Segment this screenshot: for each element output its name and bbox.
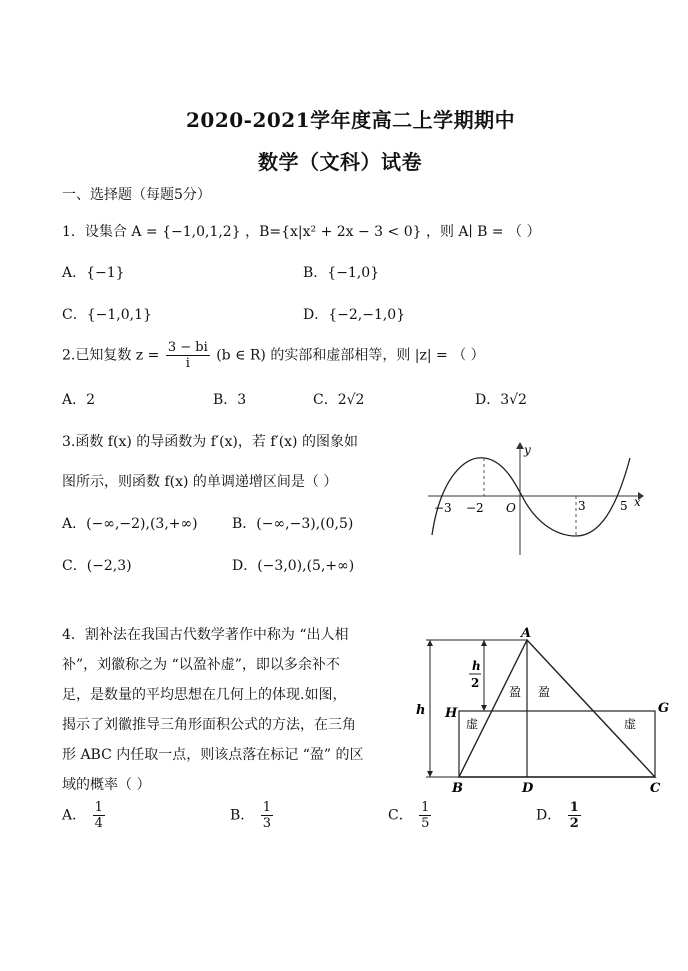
question-4-option-b-label: B． <box>230 807 255 824</box>
question-4-option-c-label: C． <box>388 807 413 824</box>
question-4-option-a-label: A． <box>62 807 87 824</box>
question-4-option-a-fraction <box>93 800 105 831</box>
question-4-option-c <box>388 800 433 831</box>
question-4-option-d-fraction <box>568 800 581 831</box>
page-title: 2020-2021学年度高二上学期期中 <box>186 108 516 132</box>
figure-label-half-h-den: 2 <box>471 676 480 690</box>
question-2-fraction <box>166 340 210 371</box>
fraction-denominator: 4 <box>94 816 103 831</box>
figure-label-half-h-num: h <box>472 659 481 673</box>
question-2-stem <box>62 340 485 371</box>
question-3-option-d: D．(−3,0),(5,+∞) <box>232 558 355 574</box>
derivative-graph <box>424 440 644 558</box>
figure-label-b: B <box>452 781 463 796</box>
question-4-option-a <box>62 800 107 831</box>
fraction-numerator: 1 <box>94 800 103 815</box>
fraction-denominator: 3 <box>262 816 272 831</box>
question-1-option-b: B．{−1,0} <box>303 265 380 281</box>
figure-label-c: C <box>650 781 661 796</box>
figure-label-a: A <box>521 626 532 641</box>
derivative-curve <box>432 458 630 536</box>
question-3-option-c: C．(−2,3) <box>62 558 132 574</box>
question-4-option-b-fraction <box>261 800 273 831</box>
figure-label-ying-left: 盈 <box>509 685 522 699</box>
graph-tick-5: 5 <box>620 499 628 513</box>
question-2-option-b: B．3 <box>213 392 247 408</box>
question-1-option-c: C．{−1,0,1} <box>62 307 152 323</box>
figure-label-height: h <box>416 703 426 718</box>
y-axis-arrow <box>516 442 524 449</box>
dimension-h-arrow-top <box>427 640 433 646</box>
figure-label-h-point: H <box>445 706 458 721</box>
question-2-option-d: D．3√2 <box>475 392 527 408</box>
fraction-numerator: 1 <box>262 800 272 815</box>
graph-tick-minus3: −3 <box>434 501 452 515</box>
dimension-h-arrow-bottom <box>427 771 433 777</box>
question-2-option-c: C．2√2 <box>313 392 365 408</box>
graph-label-x: x <box>634 495 641 509</box>
question-3-option-b: B．(−∞,−3),(0,5) <box>232 516 354 532</box>
question-4-line-5: 形 ABC 内任取一点，则该点落在标记 “盈” 的区 <box>62 747 364 763</box>
page-subtitle: 数学（文科）试卷 <box>258 150 422 174</box>
question-2-stem-after: (b ∈ R) 的实部和虚部相等，则 |z| = （ ） <box>216 347 485 364</box>
triangle-figure <box>412 624 682 796</box>
question-2-option-a: A．2 <box>62 392 96 408</box>
figure-label-d: D <box>522 781 534 796</box>
question-4-option-c-fraction <box>419 800 431 831</box>
figure-label-ying-right: 盈 <box>538 685 551 699</box>
figure-label-xu-right: 虚 <box>624 717 637 731</box>
question-1-option-d: D．{−2,−1,0} <box>303 307 406 323</box>
fraction-numerator: 1 <box>421 800 430 815</box>
question-4-option-d <box>536 800 583 831</box>
dimension-half-h-arrow-bottom <box>481 705 487 711</box>
fraction-numerator: 1 <box>569 800 579 815</box>
figure-label-g: G <box>658 701 670 716</box>
question-4-line-2: 补”，刘徽称之为 “以盈补虚”，即以多余补不 <box>62 657 340 673</box>
question-1-stem: 1．设集合 A = {−1,0,1,2} ，B={x|x² + 2x − 3 < 0} ，则 A∣ B = （ ） <box>62 224 541 240</box>
question-3-option-a: A．(−∞,−2),(3,+∞) <box>62 516 198 532</box>
fraction-denominator: 5 <box>421 816 430 831</box>
question-4-option-d-label: D． <box>536 807 562 824</box>
question-4-line-1: 4．割补法在我国古代数学著作中称为 “出人相 <box>62 627 349 643</box>
question-4-line-6: 域的概率（ ） <box>62 777 151 793</box>
dimension-half-h-arrow-top <box>481 640 487 646</box>
question-4-line-4: 揭示了刘徽推导三角形面积公式的方法，在三角 <box>62 717 356 733</box>
graph-tick-minus2: −2 <box>466 501 484 515</box>
question-3-line-1: 3.函数 f(x) 的导函数为 f′(x)，若 f′(x) 的图象如 <box>62 434 358 450</box>
fraction-denominator: 2 <box>569 816 579 831</box>
question-4-option-b <box>230 800 275 831</box>
question-4-line-3: 足，是数量的平均思想在几何上的体现.如图， <box>62 687 347 703</box>
graph-label-y: y <box>524 443 531 457</box>
triangle-abc <box>459 640 655 777</box>
figure-label-xu-left: 虚 <box>466 717 479 731</box>
question-1-option-a: A．{−1} <box>62 265 125 281</box>
question-2-fraction-numerator: 3 − bi <box>167 340 208 355</box>
section-heading: 一、选择题（每题5分） <box>62 187 211 203</box>
question-3-line-2: 图所示，则函数 f(x) 的单调递增区间是（ ） <box>62 474 338 490</box>
question-2-fraction-denominator: i <box>185 356 190 371</box>
question-2-stem-before: 2.已知复数 z = <box>62 347 160 364</box>
graph-tick-3: 3 <box>578 499 586 513</box>
graph-label-origin: O <box>506 501 516 515</box>
